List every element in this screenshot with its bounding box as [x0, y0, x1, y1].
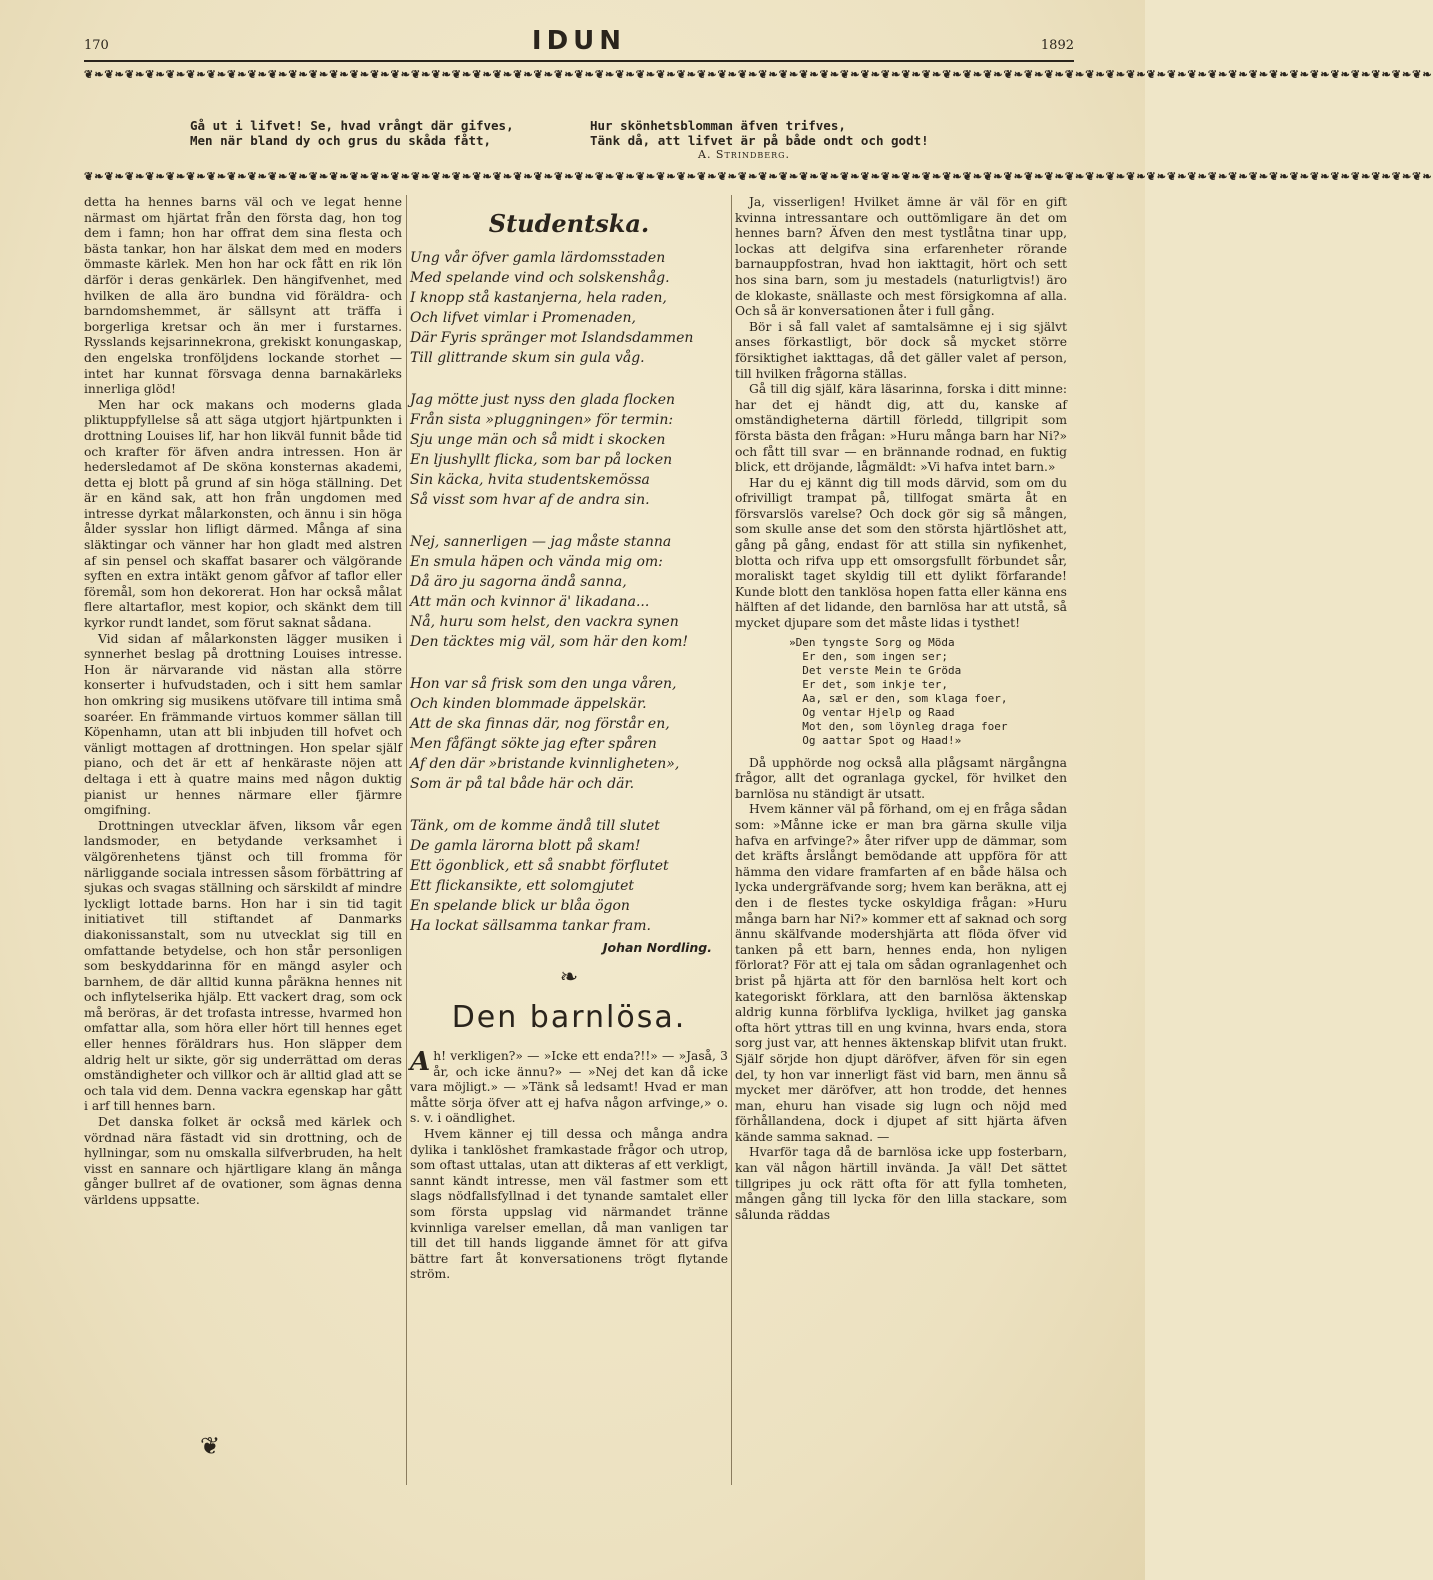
- epigraph-signature: A. Strindberg.: [698, 148, 791, 161]
- poem-line: I knopp stå kastanjerna, hela raden,: [410, 290, 667, 306]
- fleuron-ornament-icon: ❦: [200, 1432, 221, 1460]
- epigraph-left-line-1: Gå ut i lifvet! Se, hvad vrångt där gifves,: [190, 118, 514, 133]
- poem-line: Nå, huru som helst, den vackra synen: [410, 614, 679, 630]
- poem-line: Sin käcka, hvita studentskemössa: [410, 472, 650, 488]
- publication-year: 1892: [1040, 38, 1074, 53]
- poem-line: Att de ska finnas där, nog förstår en,: [410, 716, 670, 732]
- poem-line: En ljushyllt flicka, som bar på locken: [410, 452, 673, 468]
- epigraph-right: [590, 118, 990, 148]
- epigraph-right-line-2: Tänk då, att lifvet är på både ondt och godt!: [590, 133, 929, 148]
- page-number: 170: [84, 38, 109, 53]
- story-title: Den barnlösa.: [451, 1000, 687, 1035]
- column-divider-1: [406, 195, 407, 1485]
- poem-stanza-3: [410, 532, 728, 652]
- poem-line: Jag mötte just nyss den glada flocken: [410, 392, 676, 408]
- poem-line: Af den där »bristande kvinnligheten»,: [410, 756, 680, 772]
- poem-stanza-1: [410, 248, 728, 368]
- poem-line: Och kinden blommade äppelskär.: [410, 696, 647, 712]
- poem-line: Som är på tal både här och där.: [410, 776, 635, 792]
- story-paragraph: Hvarför taga då de barnlösa icke upp fosterbarn, kan väl någon härtill invända. Ja väl! Det sättet tillgripes ju ock rätt ofta för att fylla tomheten, mången gång till lycka för den lilla stackare, som sålunda räddas: [735, 1145, 1067, 1222]
- poem-stanza-4: [410, 674, 728, 794]
- article-column-left: [84, 195, 402, 1209]
- article-paragraph: Men har ock makans och moderns glada pliktuppfyllelse så att säga utgjort hjärtpunkten i drottning Louises lif, har hon likväl funnit både tid och krafter för äfven andra intressen. Hon är hedersledamot af De sköna konsternas akademi, detta ej blott på grund af sin höga ställning. Det är en känd sak, att hon från ungdomen med intresse dyrkat målarkonsten, och ännu i sin höga ålder sysslar hon lifligt därmed. Många af sina släktingar och vänner har hon gladt med alstren af sin pensel och skaffat basarer och välgörande syften en extra intäkt genom gåfvor af taflor eller föremål, som hon dekorerat. Hon har också målat flere altartaflor, mest kopior, och skänkt dem till kyrkor rundt landet, som förut saknat sådana.: [84, 397, 402, 631]
- article-paragraph: Det danska folket är också med kärlek och vördnad nära fästadt vid sin drottning, och de hyllningar, som nu omskalla silfverbruden, ha helt visst en sannare och hjärtligare klang än många gånger bullret af de ovationer, som ägnas denna världens uppsatte.: [84, 1115, 402, 1207]
- poem-line: Men fåfängt sökte jag efter spåren: [410, 736, 657, 752]
- story-paragraph: Har du ej kännt dig till mods därvid, som om du ofrivilligt trampat på, tillfogat smärta åt en försvarslös varelse? Och dock gör sig så mången, som skulle anse det som den största hjärtlöshet att, gång på gång, endast för att stilla sin nyfikenhet, blotta och rifva upp ett omsorgsfullt förbundet sår, moraliskt taget skyldig till ett dylikt förfarande! Kunde blott den tanklösa hopen fatta eller känna ens hälften af det lidande, den barnlösa har att utstå, så mycket djupare som det måste lidas i tysthet!: [735, 475, 1067, 631]
- story-paragraph: Hvem känner väl på förhand, om ej en fråga sådan som: »Månne icke er man bra gärna skulle vilja hafva en arfvinge?» åter rifver upp de dämmar, som det kräfts årslångt bemödande att uppföra för att hämma den vidare framfarten af en både hälsa och lycka undergräfvande sorg; hvem kan beräkna, att ej den i de flestes tycke oskyldiga frågan: »Huru många barn har Ni?» kommer ett af saknad och sorg ännu skälfvande modershjärta att flöda öfver vid tanken på ett barn, hennes enda, hon nyligen förlorat? För att ej tala om sådan ogranlagenhet och brist på hjärta att för den barnlösa helt kort och kategoriskt förklara, att den barnlösa äktenskap aldrig kunna förblifva lyckliga, hvilket jag ganska ofta hört yttras till en ung kvinna, hvars enda, stora sorg just var, att hennes äktenskap blifvit utan frukt. Själf sörjde hon djupt däröfver, äfven för sin egen del, ty hon var innerligt fäst vid barn, men ännu så mycket mer däröfver, att hon trodde, det hennes man, ehuru han visade sig lugn och nöjd med förhållandena, dock i djupet af sitt hjärta äfven kände samma saknad. —: [735, 802, 1067, 1144]
- poem-line: De gamla lärorna blott på skam!: [410, 838, 641, 854]
- poem-line: Då äro ju sagorna ändå sanna,: [410, 574, 627, 590]
- story-paragraph: [410, 1049, 728, 1127]
- poem-line: Nej, sannerligen — jag måste stanna: [410, 534, 672, 550]
- ornament-border-top: ❦❧❦❧❦❧❦❧❦❧❦❧❦❧❦❧❦❧❦❧❦❧❦❧❦❧❦❧❦❧❦❧❦❧❦❧❦❧❦❧❦❧❦❧❦❧❦❧❦❧❦❧❦❧❦❧❦❧❦❧❦❧❦❧❦❧❦❧❦❧❦❧❦❧❦❧❦❧❦❧❦❧❦❧❦❧❦❧❦❧❦❧❦❧❦❧❦❧❦❧❦❧❦❧❦❧❦❧❦❧❦❧❦❧❦❧❦❧❦❧❦❧❦❧❦❧❦❧❦❧❦❧: [84, 68, 1433, 81]
- poem-line: Där Fyris spränger mot Islandsdammen: [410, 330, 694, 346]
- epigraph-left-line-2: Men när bland dy och grus du skåda fått,: [190, 133, 492, 148]
- article-paragraph: Drottningen utvecklar äfven, liksom vår egen landsmoder, en betydande verksamhet i välgörenhetens tjänst och till fromma för närliggande sociala intressen såsom förbättring af sjukas och svagas ställning och särskildt af mindre lyckligt lottade barns. Hon har i sin tid tagit initiativet till stiftandet af Danmarks diakonissanstalt, som nu utvecklat sig till en omfattande betydelse, och hon står personligen som beskyddarinna för en mängd asyler och barnhem, de där alltid kunna påräkna hennes nit och inflytelserika hjälp. Ett vackert drag, som ock må beröras, är det trofasta intresse, hvarmed hon omfattar alla, som höra eller hört till hennes eget eller hennes föräldrars hus. Hon släpper dem aldrig helt ur sikte, gör sig underrättad om deras omständigheter och villkor och är alltid glad att se och tala vid dem. Denna vackra egenskap har gått i arf till hennes barn.: [84, 818, 402, 1114]
- poem-line: Ha lockat sällsamma tankar fram.: [410, 918, 651, 934]
- poem-line: Den täcktes mig väl, som här den kom!: [410, 634, 688, 650]
- article-paragraph: Vid sidan af målarkonsten lägger musiken i synnerhet beslag på drottning Louises intresse. Hon är närvarande vid nästan alla större konserter i hufvudstaden, och i sitt hem samlar hon omkring sig musikens utöfvare till intima små soaréer. En främmande virtuos kommer sällan till Köpenhamn, utan att bli inbjuden till hofvet och vänligt mottagen af drottningen. Hon spelar själf piano, och det är ett af henkäraste nöjen att deltaga i ett à quatre mains med någon duktig pianist ur hennes närmare eller fjärmre omgifning.: [84, 631, 402, 818]
- column-divider-2: [731, 195, 732, 1485]
- poem-line: Ung vår öfver gamla lärdomsstaden: [410, 250, 666, 266]
- poem-line: Ett ögonblick, ett så snabbt förflutet: [410, 858, 669, 874]
- story-paragraph: Ja, visserligen! Hvilket ämne är väl för en gift kvinna intressantare och outtömligare än det om hennes barn? Äfven den mest tystlåtna tinar upp, lockas att delgifva sina erfarenheter rörande barnauppfostran, hvad hon iakttagit, hört och sett hos sina barn, som ju mestadels (naturligtvis!) äro de klokaste, snällaste och mest försigkomna af alla. Och så är konversationen åter i full gång.: [735, 195, 1067, 319]
- drop-cap: A: [410, 1047, 431, 1077]
- story-paragraph: Hvem känner ej till dessa och många andra dylika i tanklöshet framkastade frågor och utrop, som oftast uttalas, utan att dikteras af ett verkligt, sannt kändt intresse, men väl fastmer som ett slags nödfallsfyllnad i det tynande samtalet eller som första uppslag vid närmandet tränne kvinnliga varelser emellan, då man vanligen tar till det till hands liggande ämnet för att gifva bättre fart åt konversationens trögt flytande ström.: [410, 1126, 728, 1282]
- poem-line: Från sista »pluggningen» för termin:: [410, 412, 674, 428]
- poem-line: Ett flickansikte, ett solomgjutet: [410, 878, 635, 894]
- poem-stanza-2: [410, 390, 728, 510]
- story-paragraph: Då upphörde nog också alla plågsamt närgångna frågor, allt det ogranlaga gyckel, för hvilket den barnlösa nu ständigt är utsatt.: [735, 755, 1067, 801]
- poem-line: Med spelande vind och solskenshåg.: [410, 270, 670, 286]
- poem-line: Så visst som hvar af de andra sin.: [410, 492, 650, 508]
- poem-line: Till glittrande skum sin gula våg.: [410, 350, 645, 366]
- story-body: [410, 1049, 728, 1283]
- poem-stanza-5: [410, 816, 728, 936]
- article-column-right: [735, 195, 1067, 1223]
- journal-title: IDUN: [531, 26, 627, 56]
- poem-line: Tänk, om de komme ändå till slutet: [410, 818, 660, 834]
- epigraph-right-line-1: Hur skönhetsblomman äfven trifves,: [590, 118, 846, 133]
- poem-line: Hon var så frisk som den unga våren,: [410, 676, 677, 692]
- ornament-border-middle: ❦❧❦❧❦❧❦❧❦❧❦❧❦❧❦❧❦❧❦❧❦❧❦❧❦❧❦❧❦❧❦❧❦❧❦❧❦❧❦❧❦❧❦❧❦❧❦❧❦❧❦❧❦❧❦❧❦❧❦❧❦❧❦❧❦❧❦❧❦❧❦❧❦❧❦❧❦❧❦❧❦❧❦❧❦❧❦❧❦❧❦❧❦❧❦❧❦❧❦❧❦❧❦❧❦❧❦❧❦❧❦❧❦❧❦❧❦❧❦❧❦❧❦❧❦❧❦❧❦❧❦❧: [84, 170, 1433, 183]
- story-paragraph: Bör i så fall valet af samtalsämne ej i sig självt anses förkastligt, bör dock så mycket större försiktighet iakttagas, då det gäller valet af person, till hvilken frågorna ställas.: [735, 319, 1067, 381]
- poem-line: Att män och kvinnor ä' likadana...: [410, 594, 650, 610]
- poem-line: En smula häpen och vända mig om:: [410, 554, 663, 570]
- poem-line: Sju unge män och så midt i skocken: [410, 432, 666, 448]
- article-column-middle: [410, 195, 728, 1283]
- poem-line: En spelande blick ur blåa ögon: [410, 898, 630, 914]
- article-paragraph: detta ha hennes barns väl och ve legat henne närmast om hjärtat från den första dag, hon tog dem i famn; hon har offrat dem sina flesta och bästa tankar, hon har älskat dem med en moders ömmaste kärlek. Men hon har ock fått en rik lön därför i deras genkärlek. Den hängifvenhet, med hvilken de alla äro bundna vid föräldra- och barndomshemmet, är sällsynt att träffa i borgerliga kretsar och än mer i furstarnes. Rysslands kejsarinnekrona, grekiskt konungaskap, den engelska tronföljdens lockande storhet — intet har kunnat försvaga denna barnakärleks innerliga glöd!: [84, 195, 402, 397]
- quoted-verse: »Den tyngste Sorg og Möda Er den, som ingen ser; Det verste Mein te Gröda Er det, som inkje ter, Aa, sæl er den, som klaga foer, Og ventar Hjelp og Raad Mot den, som löynleg draga foer Og aattar Spot og Haad!»: [789, 635, 1008, 747]
- epigraph-left: [190, 118, 550, 148]
- poem-line: Och lifvet vimlar i Promenaden,: [410, 310, 636, 326]
- story-paragraph: Gå till dig själf, kära läsarinna, forska i ditt minne: har det ej händt dig, att du, kanske af omständigheterna därtill förledd, tillgripit som första bästa den frågan: »Huru många barn har Ni?» och fått till svar — en brännande rodnad, en fuktig blick, ett dröjande, lågmäldt: »Vi hafva intet barn.»: [735, 382, 1067, 475]
- story-paragraph-text: h! verkligen?» — »Icke ett enda?!!» — »Jaså, 3 år, och icke ännu?» — »Nej det kan då icke vara möjligt.» — »Tänk så ledsamt! Hvad er man måtte sörja öfver att ej hafva någon arfvinge,» o. s. v. i oändlighet.: [410, 1049, 728, 1126]
- header-rule: [84, 60, 1074, 62]
- poem-title: Studentska.: [488, 209, 650, 238]
- vignette-ornament-icon: ❧: [559, 965, 579, 990]
- poem-author: Johan Nordling.: [602, 940, 712, 955]
